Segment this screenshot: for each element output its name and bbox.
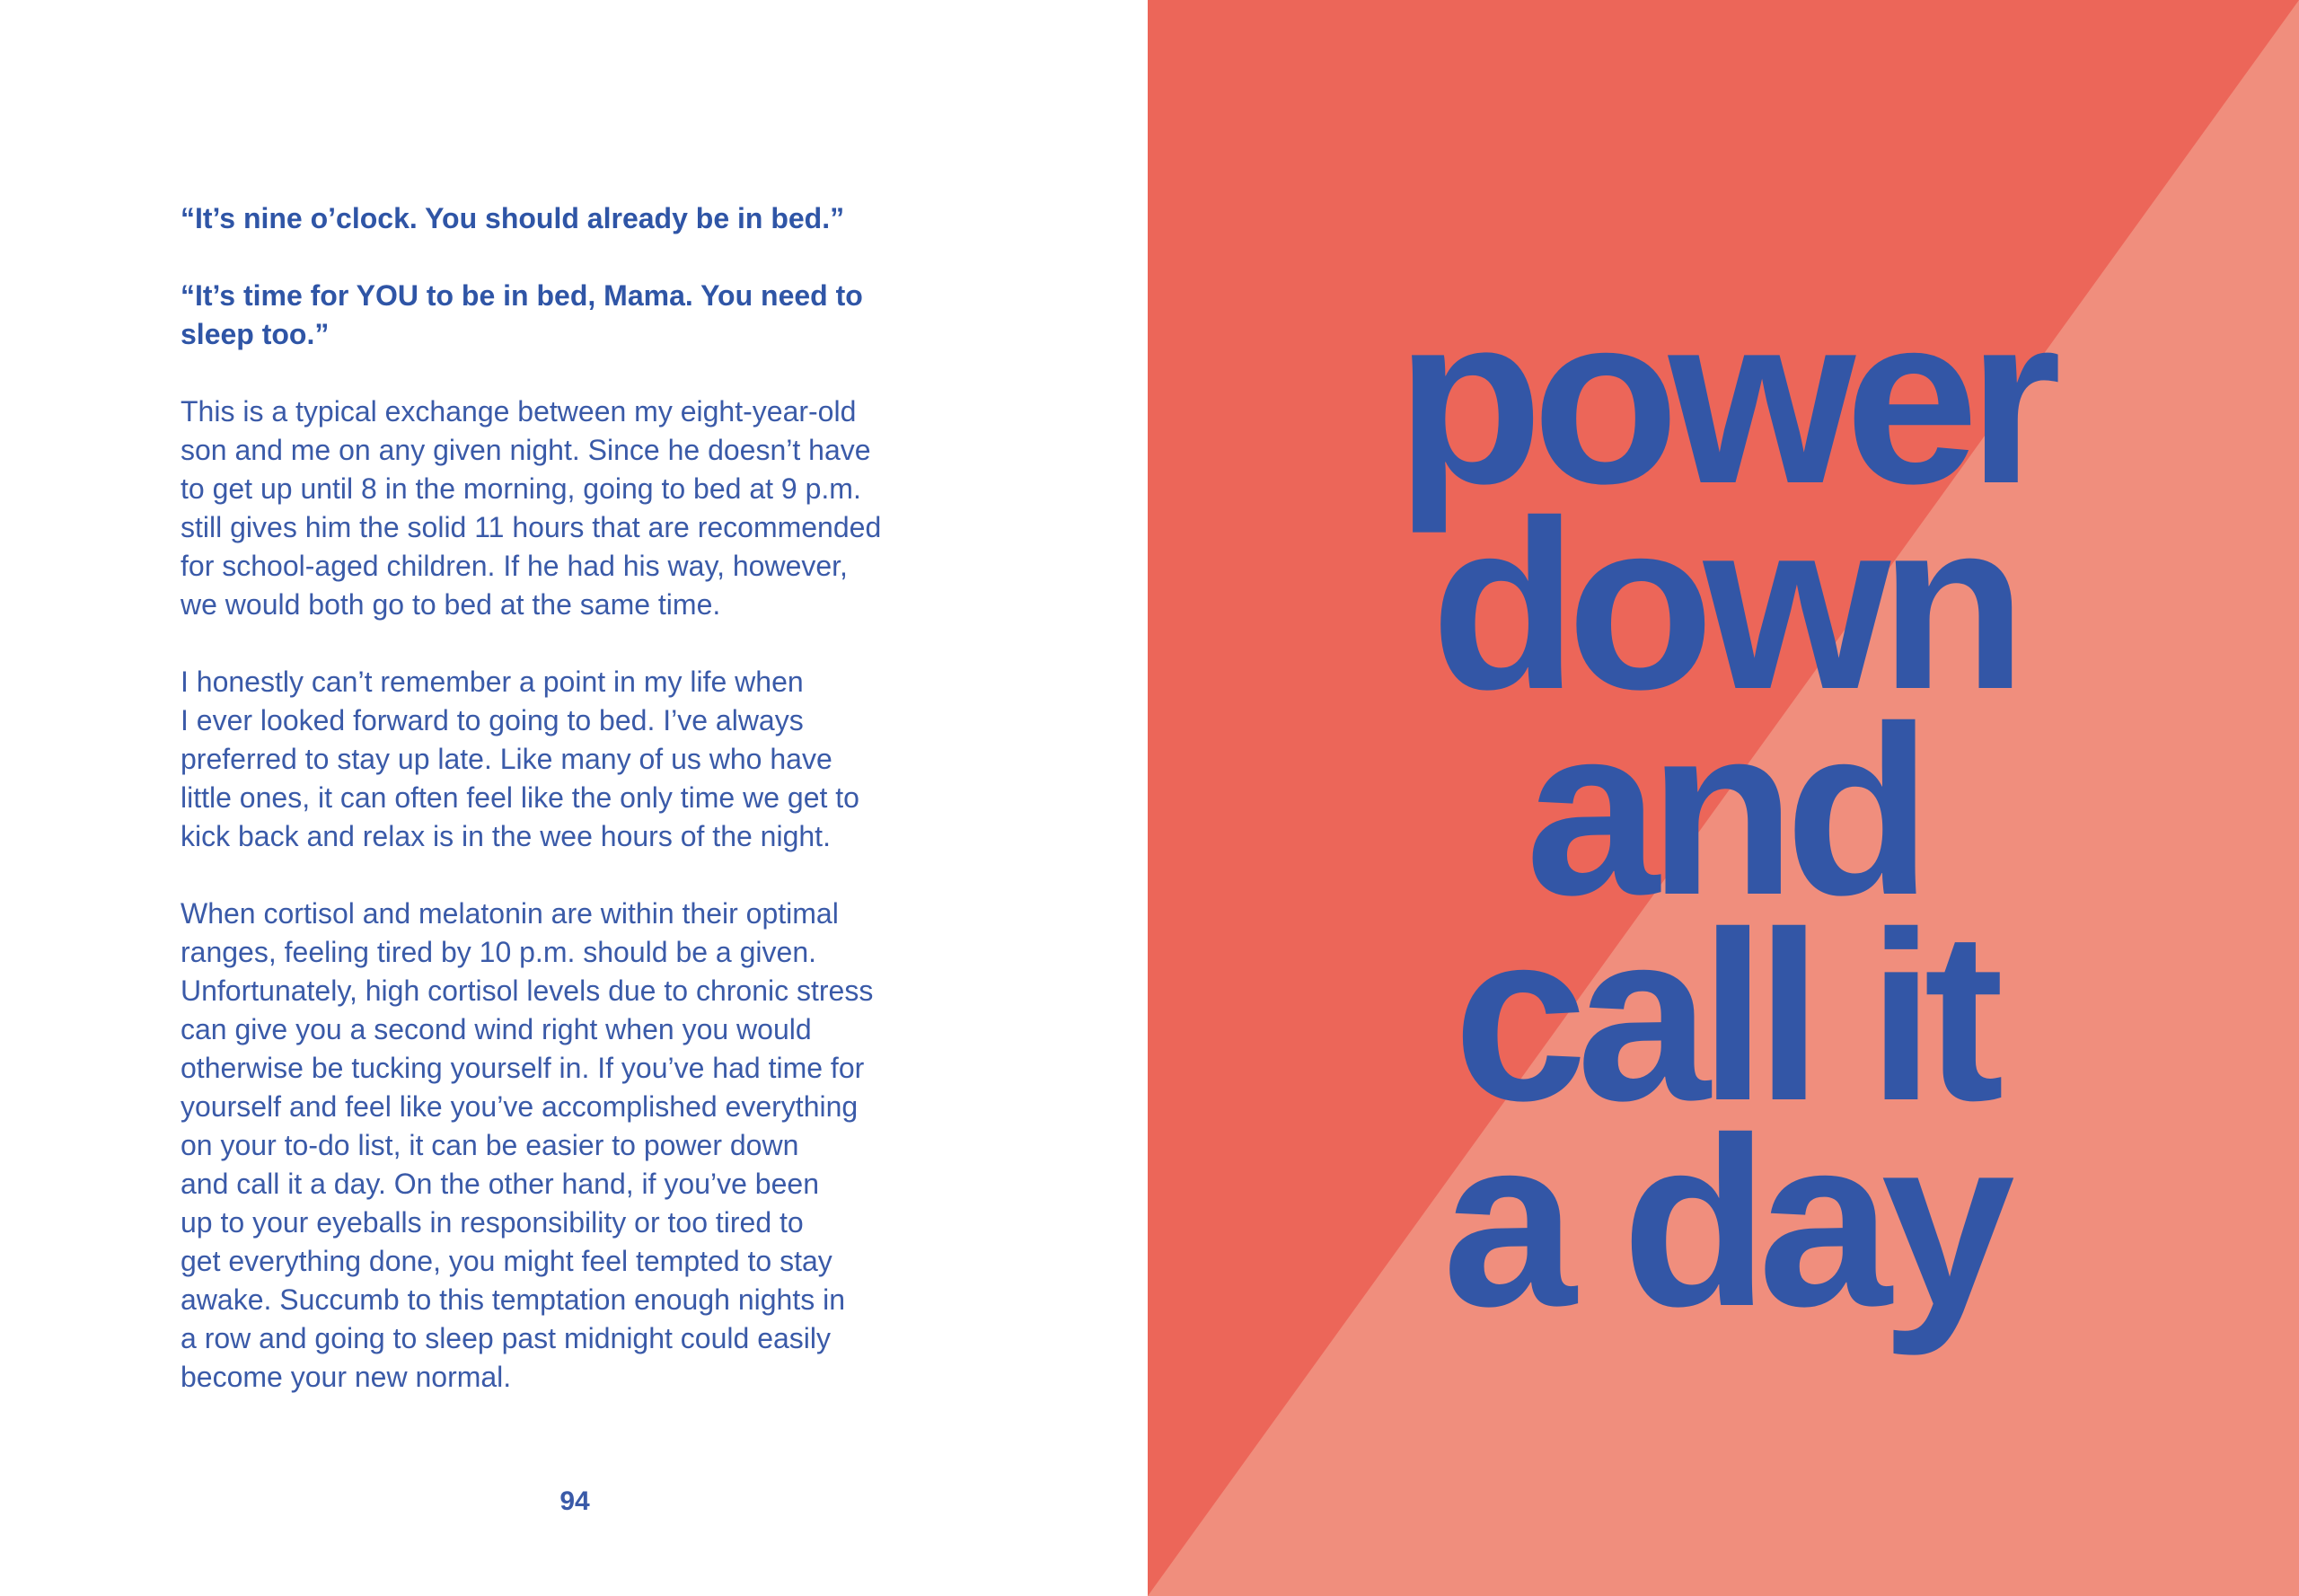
headline [1148, 264, 2299, 1356]
text-line: I honestly can’t remember a point in my life when [181, 666, 804, 698]
text-line: a row and going to sleep past midnight could easily [181, 1322, 831, 1354]
text-line: otherwise be tucking yourself in. If you’ve had time for [181, 1052, 865, 1084]
headline-line: a day [1442, 1087, 2004, 1356]
text-line: little ones, it can often feel like the only time we get to [181, 781, 859, 814]
text-line: “It’s time for YOU to be in bed, Mama. You need to [181, 279, 863, 312]
text-line: for school-aged children. If he had his way, however, [181, 550, 848, 582]
text-line: This is a typical exchange between my eight-year-old [181, 395, 857, 428]
text-line: “It’s nine o’clock. You should already be in bed.” [181, 202, 845, 234]
text-line: son and me on any given night. Since he doesn’t have [181, 434, 871, 466]
left-page [0, 0, 1148, 1596]
paragraph [181, 277, 989, 354]
text-line: kick back and relax is in the wee hours of the night. [181, 820, 831, 852]
text-line: yourself and feel like you’ve accomplished everything [181, 1090, 859, 1123]
text-line: awake. Succumb to this temptation enough nights in [181, 1283, 845, 1316]
text-line: we would both go to bed at the same time. [181, 588, 721, 621]
text-line: sleep too.” [181, 318, 330, 350]
text-line: Unfortunately, high cortisol levels due to chronic stress [181, 974, 874, 1007]
headline-line: down [1431, 470, 2016, 739]
headline-line: call it [1453, 881, 1994, 1151]
text-line: and call it a day. On the other hand, if you’ve been [181, 1168, 819, 1200]
paragraph [181, 663, 989, 856]
text-line: to get up until 8 in the morning, going to bed at 9 p.m. [181, 472, 861, 505]
headline-line: and [1525, 675, 1922, 945]
text-line: get everything done, you might feel tempted to stay [181, 1245, 832, 1277]
text-line: ranges, feeling tired by 10 p.m. should be a given. [181, 936, 816, 968]
paragraph [181, 199, 989, 238]
text-line: up to your eyeballs in responsibility or too tired to [181, 1206, 804, 1239]
text-line: When cortisol and melatonin are within their optimal [181, 897, 839, 930]
paragraph [181, 392, 989, 624]
text-line: become your new normal. [181, 1361, 512, 1393]
text-line: on your to-do list, it can be easier to power down [181, 1129, 799, 1161]
right-page [1148, 0, 2299, 1596]
text-line: preferred to stay up late. Like many of us who have [181, 743, 832, 775]
paragraph [181, 895, 989, 1397]
headline-line: power [1396, 264, 2051, 533]
text-line: I ever looked forward to going to bed. I’ve always [181, 704, 804, 736]
text-line: still gives him the solid 11 hours that are recommended [181, 511, 882, 543]
body-text [181, 199, 989, 1435]
text-line: can give you a second wind right when you would [181, 1013, 812, 1045]
page-number: 94 [559, 1486, 590, 1516]
